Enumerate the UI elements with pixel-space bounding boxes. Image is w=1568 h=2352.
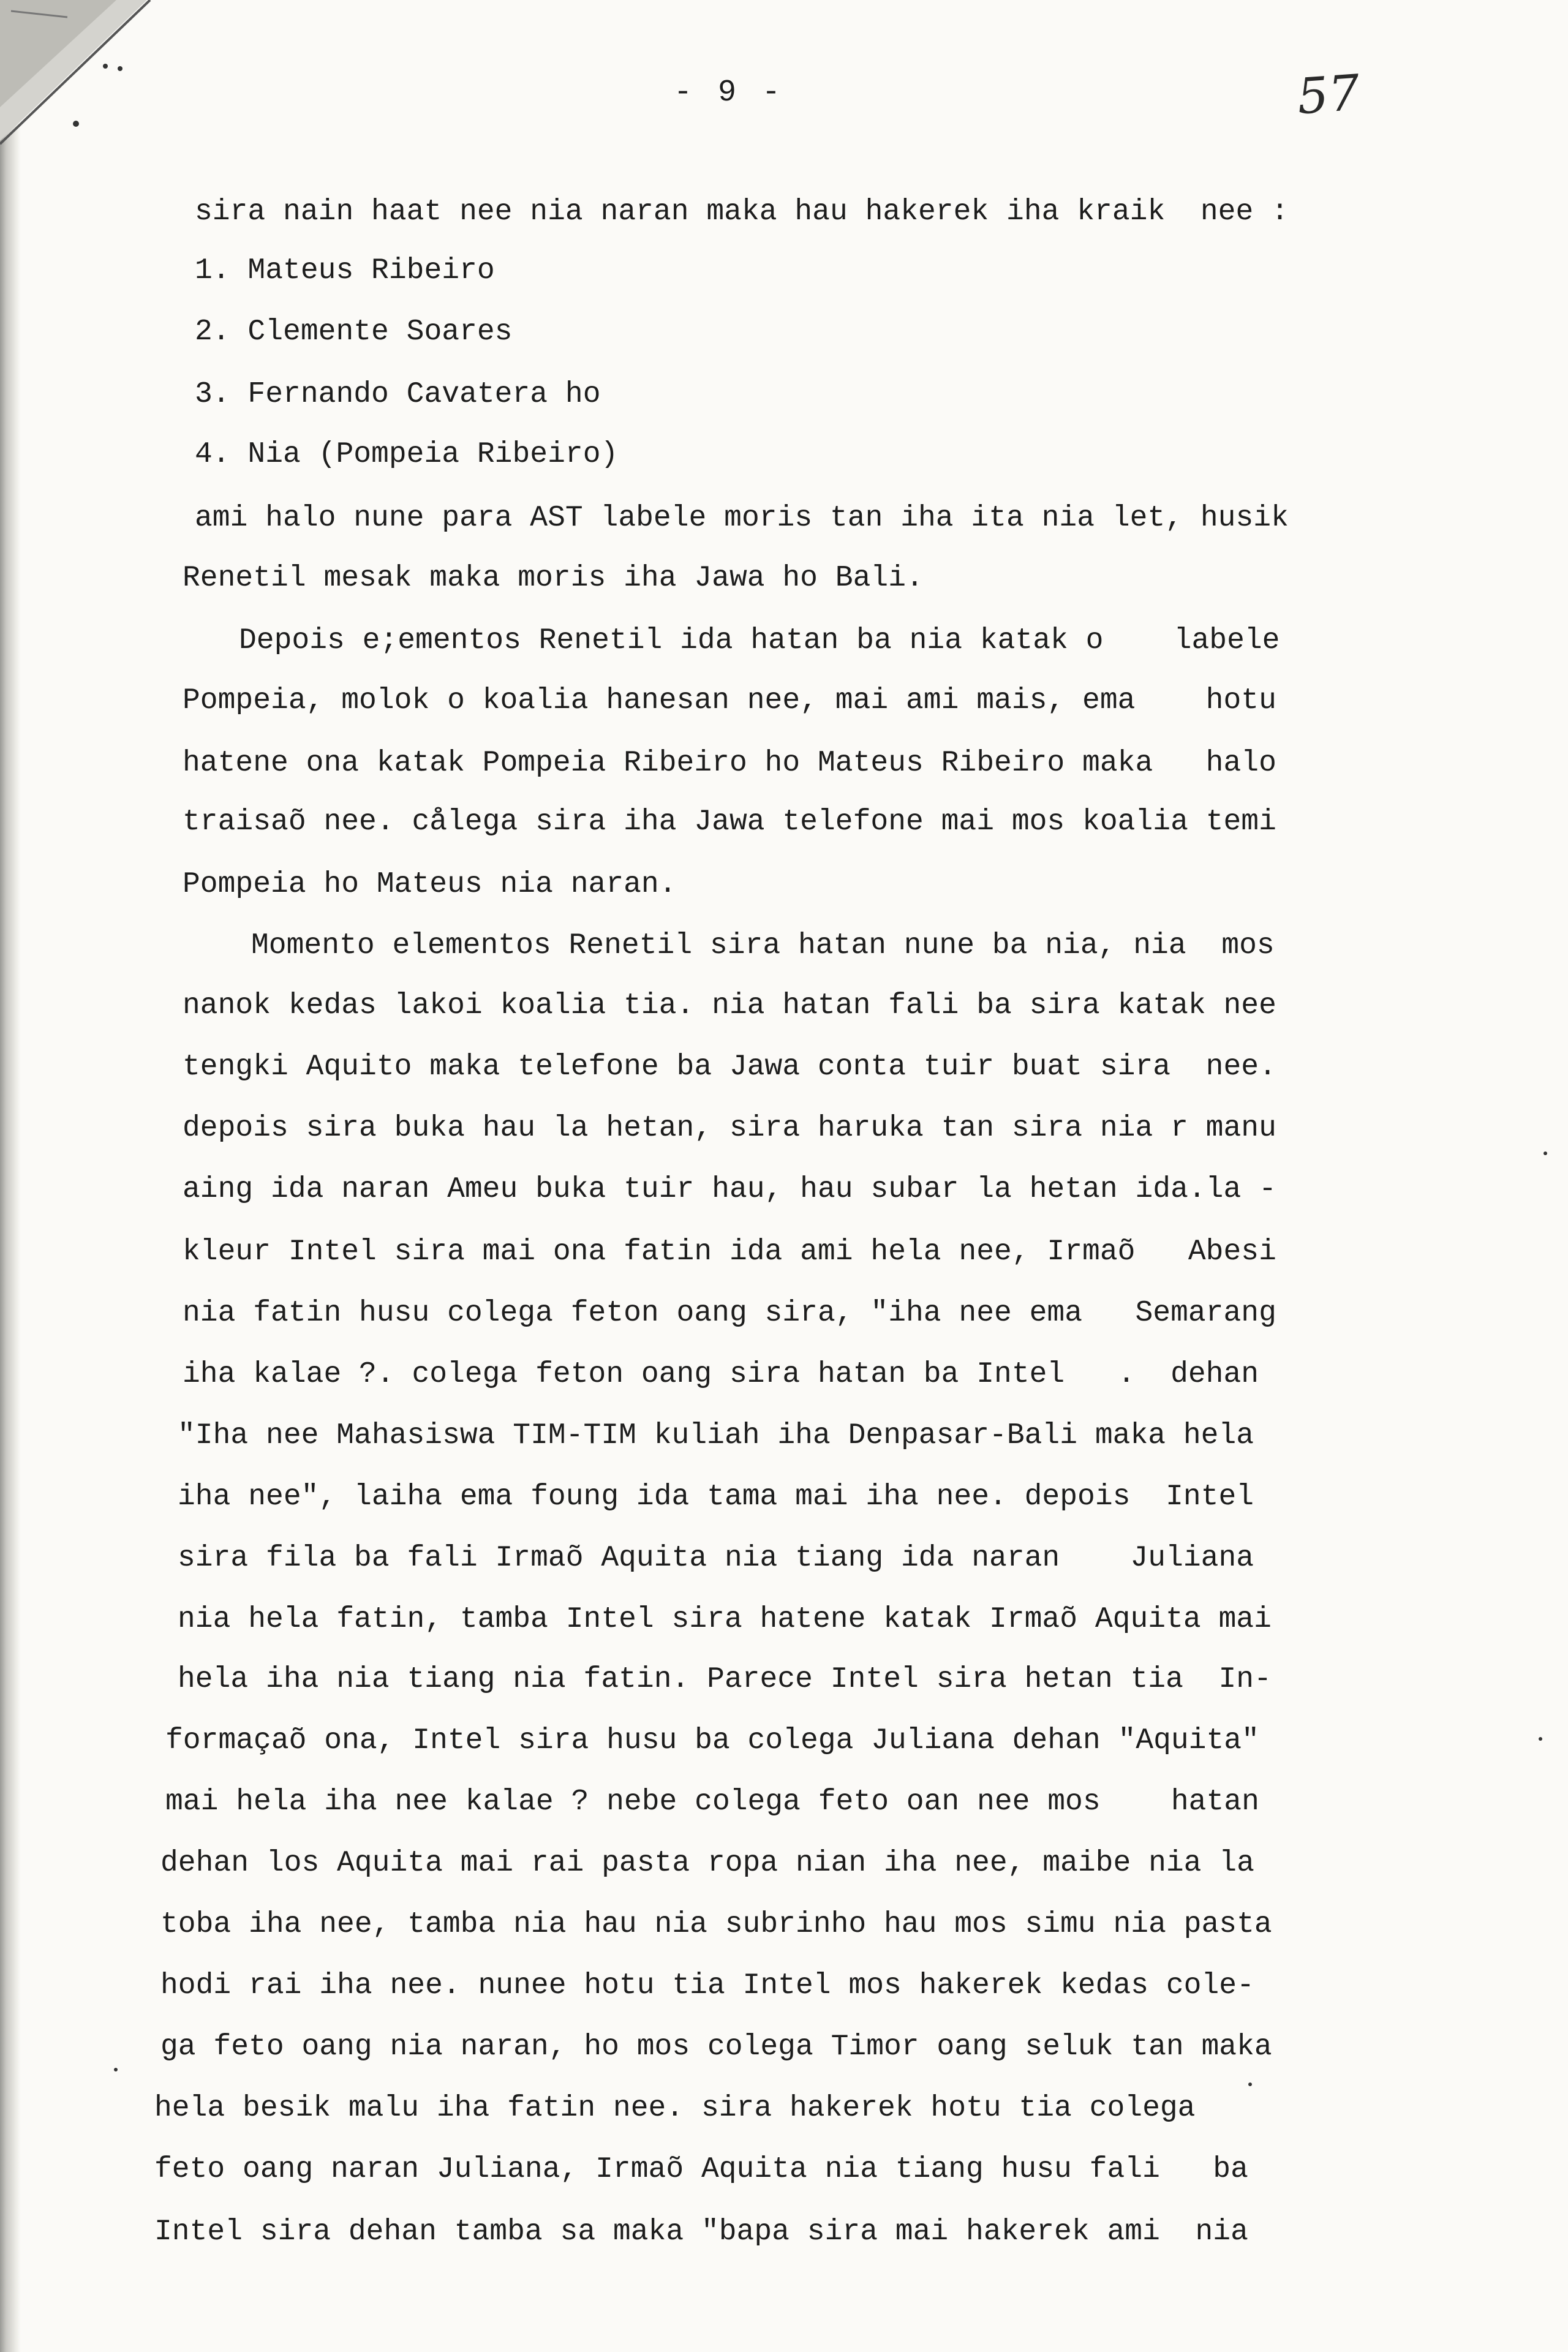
body-line: ami halo nune para AST labele moris tan iha ita nia let, husik bbox=[195, 502, 1289, 535]
body-line: feto oang naran Juliana, Irmaõ Aquita nia tiang husu fali ba bbox=[154, 2153, 1248, 2186]
body-line: hela iha nia tiang nia fatin. Parece Intel sira hetan tia In- bbox=[178, 1663, 1272, 1696]
body-line: tengki Aquito maka telefone ba Jawa conta tuir buat sira nee. bbox=[183, 1050, 1276, 1084]
ink-speck bbox=[1248, 2082, 1252, 2086]
body-line: hodi rai iha nee. nunee hotu tia Intel mos hakerek kedas cole- bbox=[160, 1969, 1254, 2002]
list-item-3: 3. Fernando Cavatera ho bbox=[195, 378, 601, 411]
ink-speck bbox=[114, 2068, 118, 2071]
ink-speck bbox=[1539, 1737, 1542, 1741]
handwritten-archive-number: 57 bbox=[1295, 64, 1362, 126]
body-line: formaçaõ ona, Intel sira husu ba colega Juliana dehan "Aquita" bbox=[165, 1724, 1259, 1757]
body-line: iha nee", laiha ema foung ida tama mai iha nee. depois Intel bbox=[178, 1480, 1254, 1513]
body-line: Pompeia, molok o koalia hanesan nee, mai ami mais, ema hotu bbox=[183, 684, 1276, 717]
body-line: toba iha nee, tamba nia hau nia subrinho hau mos simu nia pasta bbox=[160, 1908, 1272, 1941]
page-number: - 9 - bbox=[674, 75, 785, 110]
body-line: Intel sira dehan tamba sa maka "bapa sira mai hakerek ami nia bbox=[154, 2215, 1248, 2248]
body-line: nia fatin husu colega feton oang sira, "iha nee ema Semarang bbox=[183, 1297, 1276, 1330]
list-item-1: 1. Mateus Ribeiro bbox=[195, 254, 495, 287]
body-line: "Iha nee Mahasiswa TIM-TIM kuliah iha Denpasar-Bali maka hela bbox=[178, 1419, 1254, 1452]
body-line: sira fila ba fali Irmaõ Aquita nia tiang ida naran Juliana bbox=[178, 1542, 1254, 1575]
body-line: iha kalae ?. colega feton oang sira hatan ba Intel . dehan bbox=[183, 1358, 1259, 1391]
body-line: depois sira buka hau la hetan, sira haruka tan sira nia r manu bbox=[183, 1112, 1276, 1145]
body-line: hela besik malu iha fatin nee. sira hakerek hotu tia colega bbox=[154, 2092, 1196, 2125]
body-line: Renetil mesak maka moris iha Jawa ho Bali. bbox=[183, 562, 924, 595]
list-item-4: 4. Nia (Pompeia Ribeiro) bbox=[195, 438, 619, 471]
body-line: aing ida naran Ameu buka tuir hau, hau subar la hetan ida.la - bbox=[183, 1173, 1276, 1206]
body-line: ga feto oang nia naran, ho mos colega Timor oang seluk tan maka bbox=[160, 2030, 1272, 2064]
body-line: kleur Intel sira mai ona fatin ida ami hela nee, Irmaõ Abesi bbox=[183, 1235, 1276, 1268]
body-line: nanok kedas lakoi koalia tia. nia hatan fali ba sira katak nee bbox=[183, 989, 1276, 1022]
paragraph-start: Depois e;ementos Renetil ida hatan ba nia katak o labele bbox=[239, 624, 1280, 657]
body-line: traisaõ nee. cålega sira iha Jawa telefone mai mos koalia temi bbox=[183, 805, 1276, 839]
body-line: Pompeia ho Mateus nia naran. bbox=[183, 868, 677, 901]
body-line: sira nain haat nee nia naran maka hau hakerek iha kraik nee : bbox=[195, 195, 1289, 228]
body-line: nia hela fatin, tamba Intel sira hatene katak Irmaõ Aquita mai bbox=[178, 1603, 1272, 1636]
ink-speck bbox=[1544, 1152, 1547, 1155]
body-line: mai hela iha nee kalae ? nebe colega feto oan nee mos hatan bbox=[165, 1785, 1259, 1819]
body-line: hatene ona katak Pompeia Ribeiro ho Mateus Ribeiro maka halo bbox=[183, 747, 1276, 780]
paragraph-start: Momento elementos Renetil sira hatan nune ba nia, nia mos bbox=[251, 929, 1275, 962]
body-line: dehan los Aquita mai rai pasta ropa nian iha nee, maibe nia la bbox=[160, 1847, 1254, 1880]
list-item-2: 2. Clemente Soares bbox=[195, 315, 513, 349]
